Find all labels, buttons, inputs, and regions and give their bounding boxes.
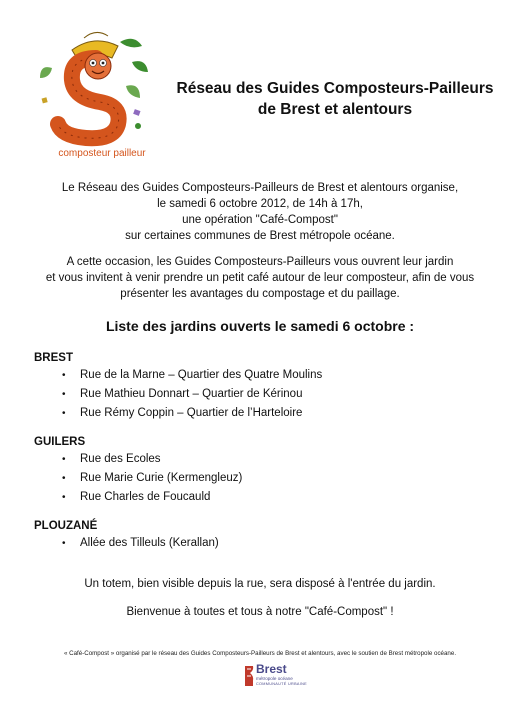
gardens-list-heading: Liste des jardins ouverts le samedi 6 octobre : (105, 318, 415, 334)
brest-mark-icon (244, 665, 255, 687)
brest-logo-name: Brest (256, 662, 287, 676)
logo-caption: composteur pailleur (58, 148, 146, 159)
town-heading-guilers: GUILERS (34, 436, 86, 448)
bullet-icon: • (62, 538, 66, 549)
intro-line: le samedi 6 octobre 2012, de 14h à 17h, (157, 198, 363, 210)
list-item (62, 450, 242, 469)
bullet-icon: • (62, 454, 66, 465)
garden-address: Rue des Ecoles (80, 453, 161, 465)
brest-logo-tagline: COMMUNAUTÉ URBAINE (256, 682, 307, 686)
bullet-icon: • (62, 408, 66, 419)
garden-list-guilers (62, 450, 242, 507)
intro-line: sur certaines communes de Brest métropole océane. (125, 230, 395, 242)
footnote: « Café-Compost » organisé par le réseau des Guides Composteurs-Pailleurs de Brest et alentours, avec le soutien de Brest métropole océane. (63, 650, 457, 657)
bullet-icon: • (62, 492, 66, 503)
invite-line: A cette occasion, les Guides Composteurs-Pailleurs vous ouvrent leur jardin (66, 256, 454, 268)
bullet-icon: • (62, 389, 66, 400)
town-heading-brest: BREST (34, 352, 73, 364)
list-item (62, 488, 242, 507)
list-item (62, 469, 242, 488)
intro-line: Le Réseau des Guides Composteurs-Pailleurs de Brest et alentours organise, (61, 182, 459, 194)
welcome-message: Bienvenue à toutes et tous à notre "Café-Compost" ! (126, 606, 394, 618)
document-title (150, 78, 520, 120)
town-heading-plouzane: PLOUZANÉ (34, 520, 98, 532)
bullet-icon: • (62, 473, 66, 484)
totem-notice: Un totem, bien visible depuis la rue, sera disposé à l'entrée du jardin. (84, 578, 436, 590)
invite-paragraph (20, 254, 500, 302)
list-item (62, 534, 219, 553)
invite-line: et vous invitent à venir prendre un petit café autour de leur composteur, afin de vous (45, 272, 475, 284)
brest-metropole-logo (244, 662, 307, 690)
intro-line: une opération "Café-Compost" (182, 214, 338, 226)
garden-address: Rue de la Marne – Quartier des Quatre Moulins (80, 369, 323, 381)
title-line-1: Réseau des Guides Composteurs-Pailleurs (176, 80, 494, 97)
garden-list-brest (62, 366, 322, 423)
garden-list-plouzane (62, 534, 219, 553)
worm-mascot-icon (34, 28, 156, 148)
intro-paragraph (20, 180, 500, 244)
bullet-icon: • (62, 370, 66, 381)
composteur-logo (34, 28, 156, 163)
title-line-2: de Brest et alentours (257, 101, 413, 118)
garden-address: Rue Charles de Foucauld (80, 491, 211, 503)
list-item (62, 404, 322, 423)
list-item (62, 385, 322, 404)
garden-address: Rue Rémy Coppin – Quartier de l’Harteloire (80, 407, 303, 419)
invite-line: présenter les avantages du compostage et du paillage. (120, 288, 400, 300)
garden-address: Rue Marie Curie (Kermengleuz) (80, 472, 243, 484)
brest-logo-subtitle: métropole océane (256, 676, 293, 681)
garden-address: Allée des Tilleuls (Kerallan) (80, 537, 219, 549)
garden-address: Rue Mathieu Donnart – Quartier de Kérinou (80, 388, 303, 400)
list-item (62, 366, 322, 385)
